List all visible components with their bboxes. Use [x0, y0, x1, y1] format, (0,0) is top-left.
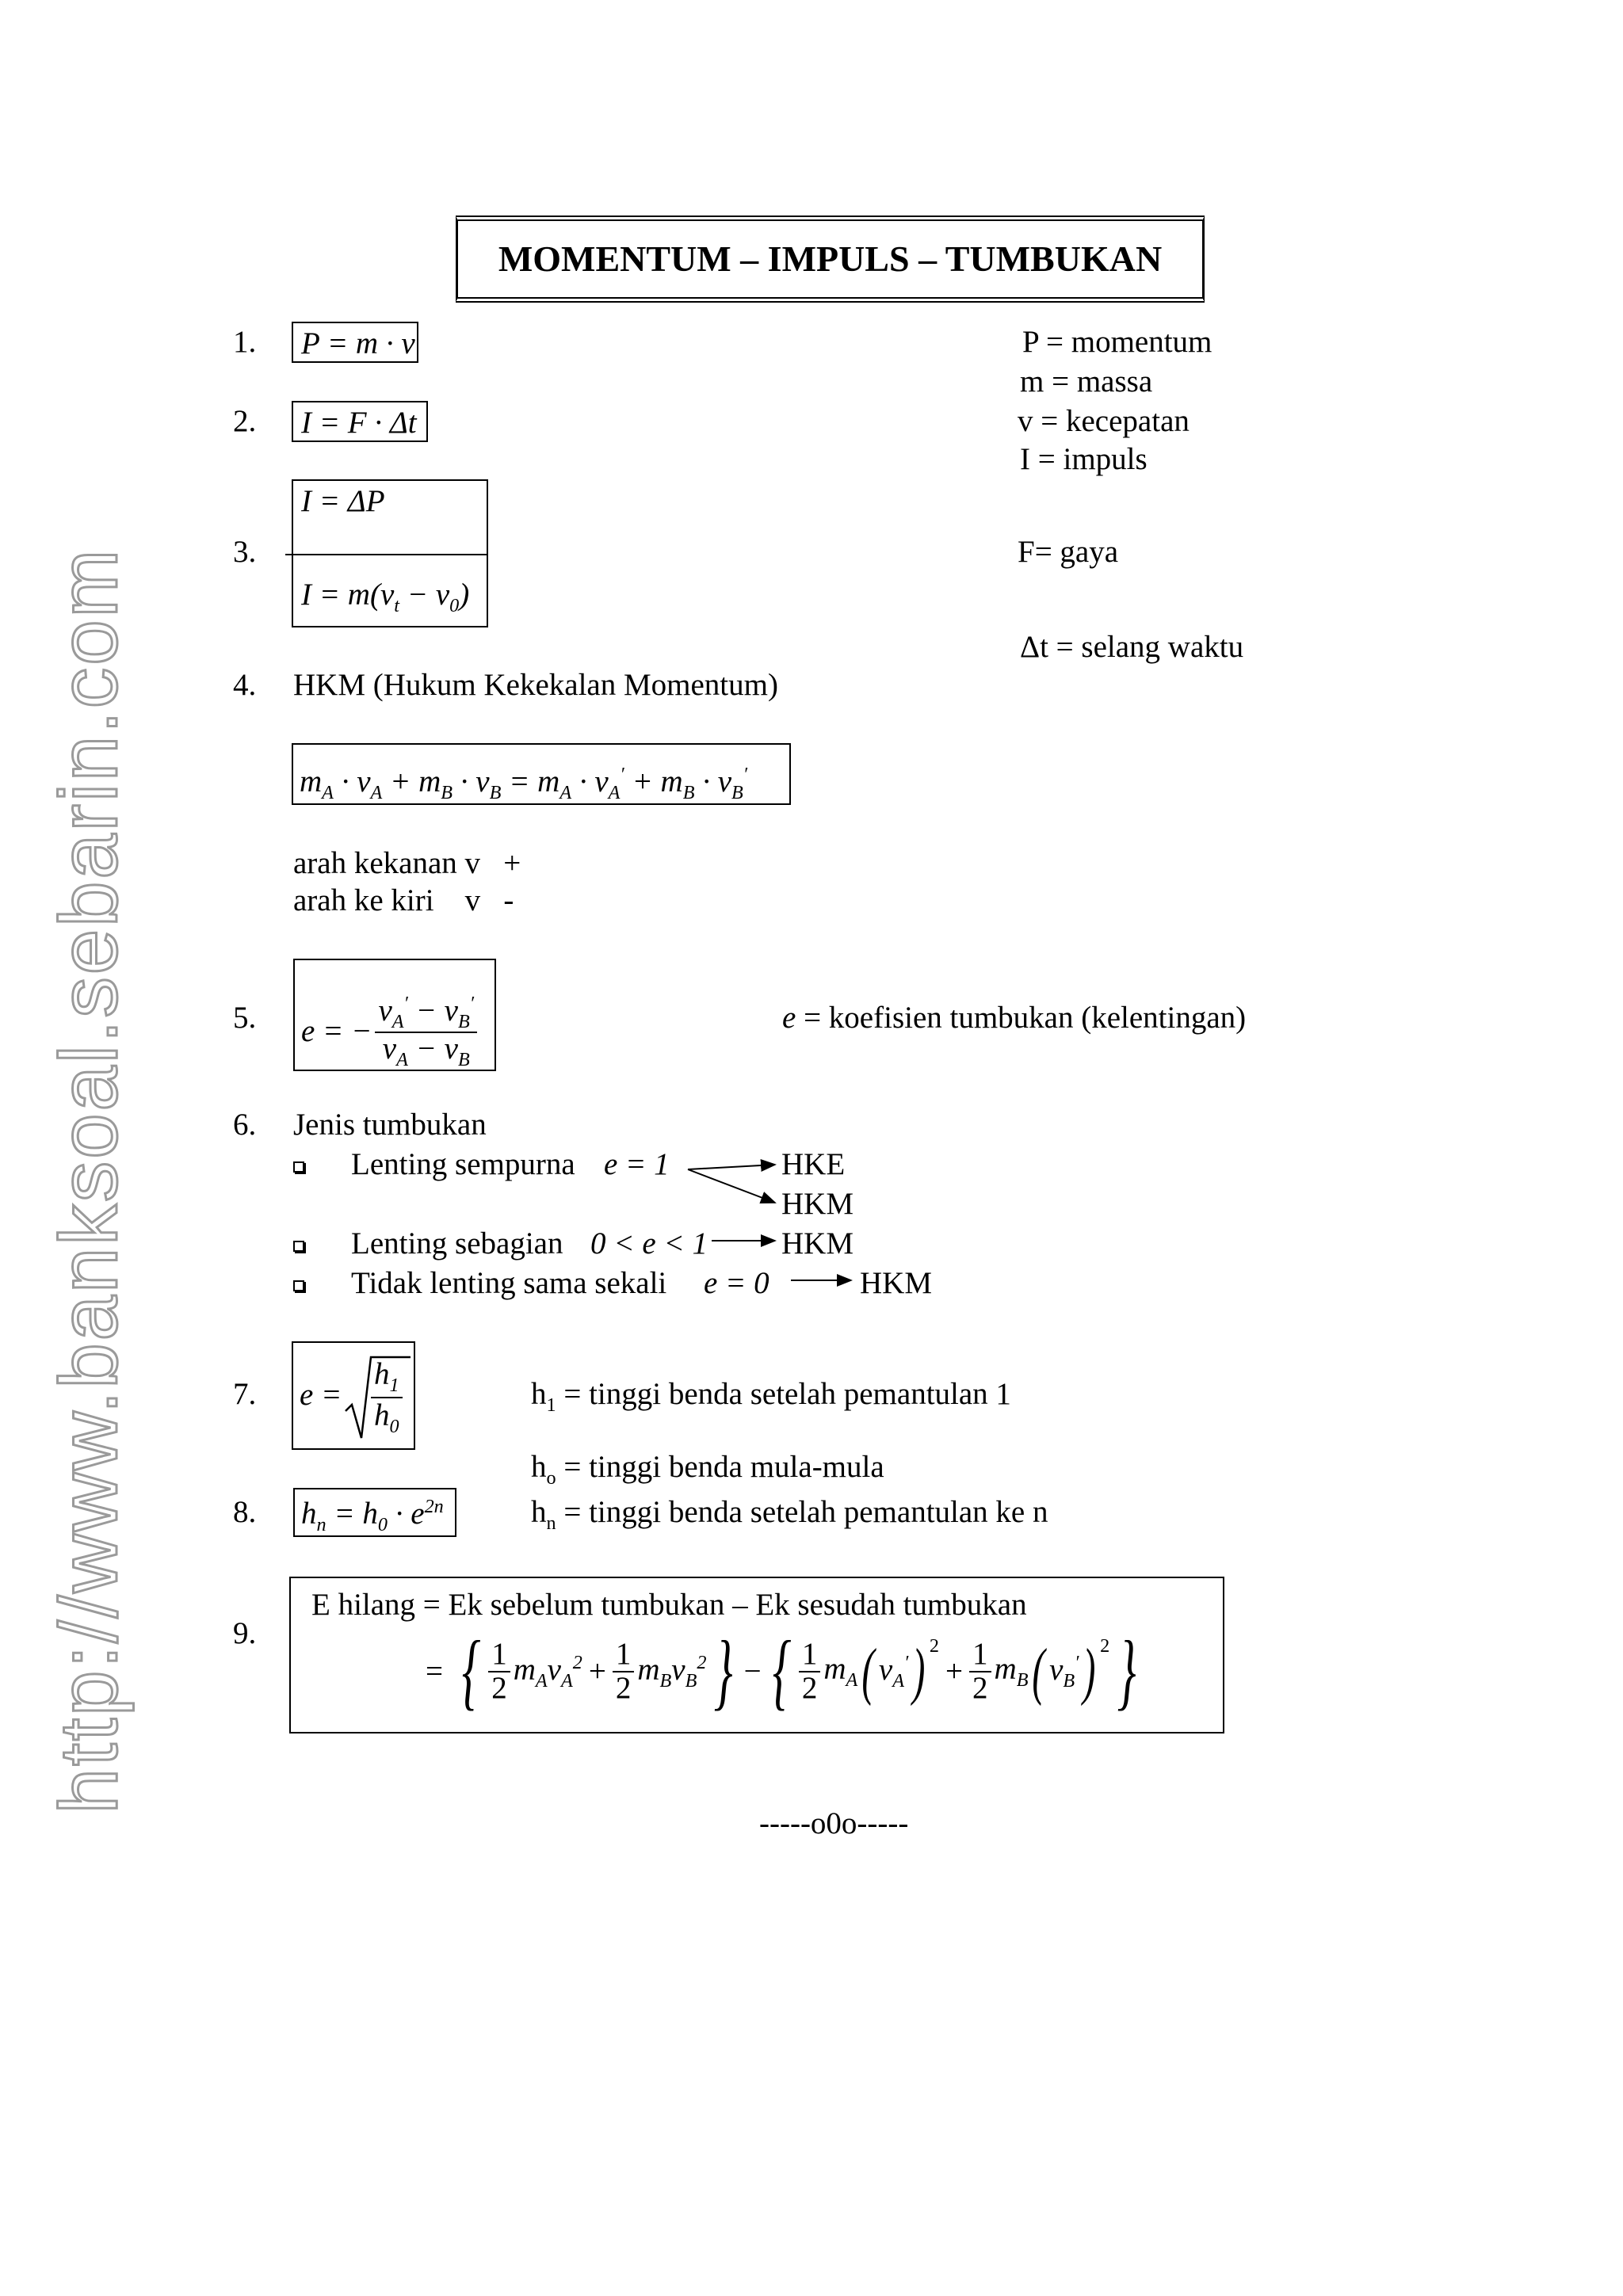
- restitution-description: e = koefisien tumbukan (kelentingan): [782, 1001, 1247, 1035]
- item-number-5: 5.: [233, 1001, 257, 1035]
- watermark-url: http://www.banksoal.sebarin.com: [42, 547, 134, 1814]
- item-number-9: 9.: [233, 1616, 257, 1650]
- desc-hn: $h_n$ = tinggi benda setelah pemantulan ke n: [531, 1495, 1048, 1534]
- page-title: MOMENTUM – IMPULS – TUMBUKAN: [456, 215, 1205, 303]
- formula-e-equals-1: e = 1: [604, 1147, 670, 1181]
- type-tidak-lenting: Tidak lenting sama sekali: [351, 1266, 667, 1300]
- arrow-icon: [789, 1272, 857, 1288]
- formula-e-equals-0: e = 0: [704, 1266, 769, 1300]
- types-heading: Jenis tumbukan: [293, 1108, 487, 1142]
- label-hkm-1: HKM: [781, 1187, 854, 1221]
- type-lenting-sebagian: Lenting sebagian: [351, 1226, 563, 1261]
- label-hkm-3: HKM: [860, 1266, 933, 1300]
- legend-massa: m = massa: [1020, 364, 1153, 399]
- formula-bounce-height: $h_n = h_0 \cdot e^{2n}$: [293, 1488, 456, 1537]
- energy-loss-expression: = { $\frac{1}{2}$ $m_Av_A^2$ + $\frac{1}{2}$ $m_Bv_B^2$ } − { $\frac{1}{2}$ $m_A$ ( $v_A'$ ) $^2$ + $\frac{1}{2}$ $m_B$ ( $v_B'$ ) $^2$ }: [426, 1624, 1136, 1718]
- footer-divider: -----o0o-----: [759, 1806, 909, 1840]
- item-number-3: 3.: [233, 535, 257, 569]
- legend-kecepatan: v = kecepatan: [1018, 404, 1190, 438]
- bullet-icon: [293, 1161, 304, 1173]
- formula-restitution-height: e = $h_1$ $h_0$: [292, 1341, 415, 1450]
- formula-momentum-conservation: $m_A \cdot v_A + m_B \cdot v_B = m_A \cdot v_A' + m_B \cdot v_B'$: [292, 743, 791, 805]
- direction-right: arah kekanan v +: [293, 846, 521, 880]
- formula-energy-loss: [289, 1577, 1224, 1733]
- direction-left: arah ke kiri v -: [293, 883, 514, 917]
- desc-h0: $h_o$ = tinggi benda mula-mula: [531, 1450, 884, 1489]
- formula-e-between: 0 < e < 1: [590, 1226, 708, 1261]
- formula-momentum: P = m · v: [292, 322, 418, 363]
- formula-impulse: I = F · Δt: [292, 401, 428, 442]
- item-number-7: 7.: [233, 1377, 257, 1411]
- legend-momentum: P = momentum: [1022, 325, 1212, 359]
- formula-restitution: e = − $\frac{v_A' - v_B'}{v_A - v_B}$: [293, 959, 496, 1071]
- item-number-2: 2.: [233, 404, 257, 438]
- energy-loss-text: E hilang = Ek sebelum tumbukan – Ek sesudah tumbukan: [311, 1588, 1027, 1622]
- item-number-1: 1.: [233, 325, 257, 359]
- legend-selang-waktu: Δt = selang waktu: [1020, 630, 1244, 664]
- item-number-4: 4.: [233, 668, 257, 702]
- label-hke: HKE: [781, 1147, 846, 1181]
- label-hkm-2: HKM: [781, 1226, 854, 1261]
- formula-impulse-momentum-change: I = ΔP $I = m(v_t - v_0)$: [292, 479, 488, 627]
- desc-h1: $h_1$ = tinggi benda setelah pemantulan 1: [531, 1377, 1011, 1416]
- item-number-6: 6.: [233, 1108, 257, 1142]
- hkm-heading: HKM (Hukum Kekekalan Momentum): [293, 668, 778, 702]
- bullet-icon: [293, 1280, 304, 1291]
- legend-gaya: F= gaya: [1018, 535, 1119, 569]
- arrow-icon: [710, 1233, 781, 1249]
- legend-impuls: I = impuls: [1020, 442, 1148, 476]
- type-lenting-sempurna: Lenting sempurna: [351, 1147, 575, 1181]
- item-number-8: 8.: [233, 1495, 257, 1529]
- arrows-icon: [686, 1158, 781, 1209]
- bullet-icon: [293, 1241, 304, 1252]
